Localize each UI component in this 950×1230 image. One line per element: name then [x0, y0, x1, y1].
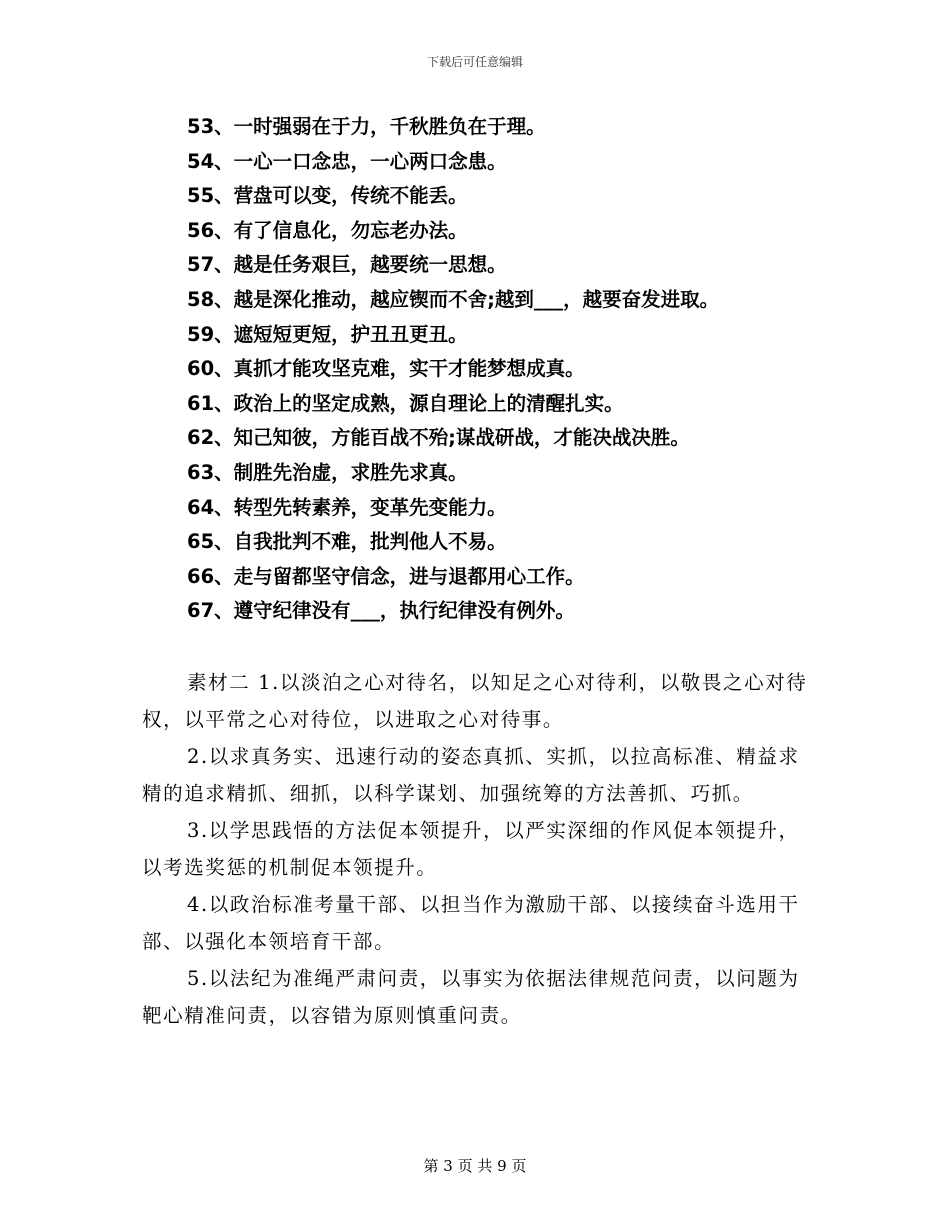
- list-item: 67、遵守纪律没有___，执行纪律没有例外。: [187, 599, 575, 623]
- list-item: 57、越是任务艰巨，越要统一思想。: [187, 253, 507, 277]
- list-item: 56、有了信息化，勿忘老办法。: [187, 218, 468, 242]
- list-item: 64、转型先转素养，变革先变能力。: [187, 495, 507, 519]
- list-item: 61、政治上的坚定成熟，源自理论上的清醒扎实。: [187, 391, 624, 415]
- list-item: 58、越是深化推动，越应锲而不舍;越到___，越要奋发进取。: [187, 287, 720, 311]
- list-item: 54、一心一口念忠，一心两口念患。: [187, 149, 507, 173]
- material-paragraph: 素材二 1.以淡泊之心对待名，以知足之心对待利，以敬畏之心对待权，以平常之心对待位，以进取之心对待事。: [142, 671, 808, 731]
- list-item: 62、知己知彼，方能百战不殆;谋战研战，才能决战决胜。: [187, 426, 690, 450]
- material-two-section: [142, 664, 812, 1034]
- list-item: 55、营盘可以变，传统不能丢。: [187, 184, 468, 208]
- material-paragraph: 3.以学思践悟的方法促本领提升，以严实深细的作风促本领提升，以考选奖惩的机制促本领提升。: [142, 819, 800, 879]
- page-number-footer: 第 3 页 共 9 页: [423, 1157, 527, 1175]
- material-paragraph: 5.以法纪为准绳严肃问责，以事实为依据法律规范问责，以问题为靶心精准问责，以容错为原则慎重问责。: [142, 967, 800, 1027]
- list-item: 63、制胜先治虚，求胜先求真。: [187, 460, 468, 484]
- material-paragraph: 4.以政治标准考量干部、以担当作为激励干部、以接续奋斗选用干部、以强化本领培育干部。: [142, 893, 800, 953]
- list-item: 59、遮短短更短，护丑丑更丑。: [187, 322, 468, 346]
- material-paragraph: 2.以求真务实、迅速行动的姿态真抓、实抓，以拉高标准、精益求精的追求精抓、细抓，以科学谋划、加强统筹的方法善抓、巧抓。: [142, 745, 800, 805]
- list-item: 66、走与留都坚守信念，进与退都用心工作。: [187, 564, 585, 588]
- list-item: 60、真抓才能攻坚克难，实干才能梦想成真。: [187, 357, 585, 381]
- numbered-list: [187, 110, 719, 629]
- list-item: 65、自我批判不难，批判他人不易。: [187, 530, 507, 554]
- page-header-note: 下载后可任意编辑: [426, 55, 523, 69]
- list-item: 53、一时强弱在于力，千秋胜负在于理。: [187, 115, 546, 138]
